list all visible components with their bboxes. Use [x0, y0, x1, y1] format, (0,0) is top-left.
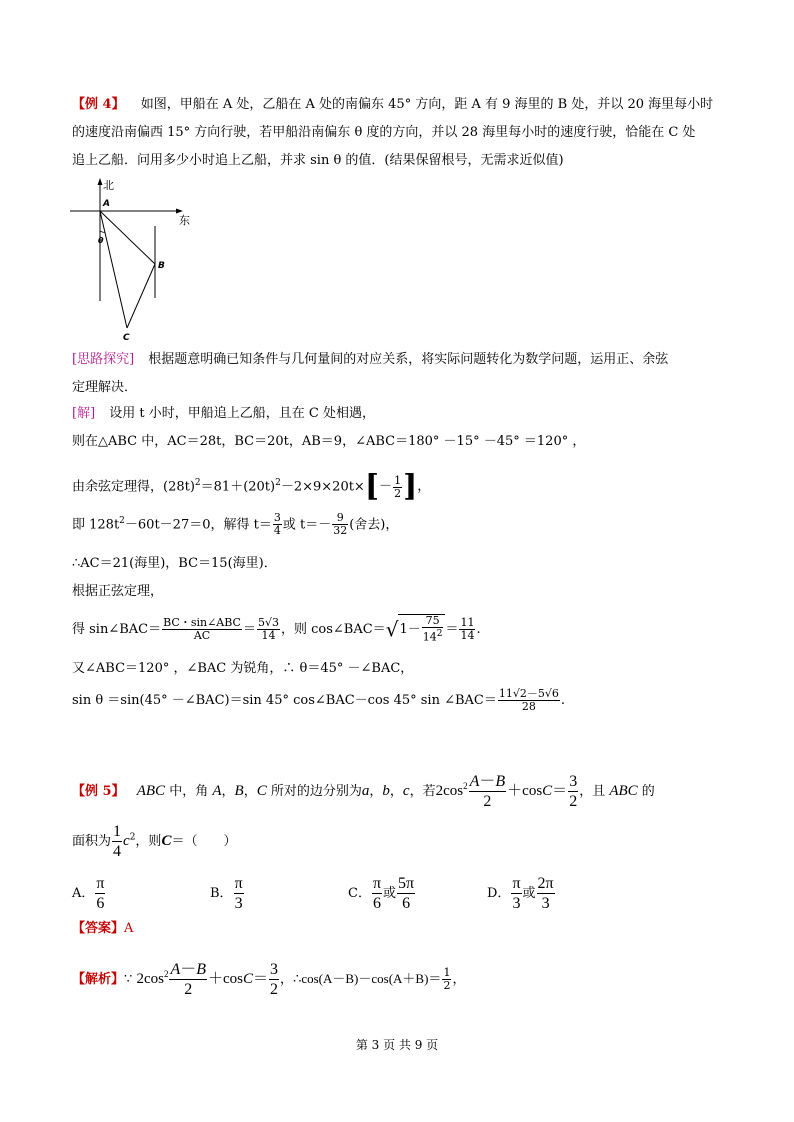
point-c-label: C	[123, 333, 130, 343]
final-expr: sin θ ＝sin(45° －∠BAC)＝sin 45° cos∠BAC－cos 45° sin ∠BAC＝	[72, 693, 497, 708]
option-b[interactable]	[210, 874, 245, 913]
ex5-comma-1: ，	[221, 784, 235, 799]
ex5-text-6: ，则	[135, 834, 162, 849]
ex4-line-1	[72, 96, 713, 114]
idea-line-2: 定理解决．	[72, 380, 138, 395]
ex5-area-text: 面积为	[72, 834, 112, 849]
sine-law-part-3: ，则 cos∠BAC＝	[280, 621, 386, 637]
north-label: 北	[103, 179, 114, 192]
segment-bc	[127, 264, 155, 328]
frac-half: $\frac{1}{2}$	[394, 473, 402, 500]
cos-law-part-1: 由余弦定理得，(28t)	[72, 479, 195, 495]
quad-eq-part-1: 即 128t	[72, 517, 120, 533]
option-a-value: $\frac{\pi}{6}$	[96, 875, 105, 912]
analysis-comma: ，	[280, 972, 294, 987]
analysis-frac-1-2: $\frac{1}{2}$	[443, 966, 451, 992]
quad-eq-part-2: －60t－27＝0，解得 t＝	[124, 517, 272, 533]
option-a[interactable]	[72, 874, 106, 913]
ex4-line-3: 追上乙船．问用多少小时追上乙船，并求 sin θ 的值．(结果保留根号，无需求近似值)	[72, 153, 564, 168]
answer-value: A	[124, 921, 134, 936]
quad-eq-part-3: 或 t＝－	[282, 517, 332, 533]
sol-line-1	[72, 405, 375, 423]
segment-ac	[100, 211, 127, 328]
sine-law-part-2: ＝	[242, 621, 256, 637]
ex5-text-5: 的	[637, 784, 655, 799]
sol-line-5: ∴AC＝21(海里)，BC＝15(海里)．	[72, 556, 277, 571]
option-d-or: 或	[522, 886, 536, 901]
option-b-letter: B．	[210, 886, 233, 901]
sol-text: 设用 t 小时，甲船追上乙船，且在 C 处相遇，	[109, 406, 375, 421]
cos-law-part-2: ＝81＋(20t)	[200, 479, 276, 495]
ex5-text-1: 中，角	[165, 784, 213, 799]
answer-label: 【答案】	[72, 921, 125, 936]
frac-1-4: $\frac{1}{4}$	[113, 823, 122, 860]
option-c-letter: C．	[348, 886, 371, 901]
option-c-or: 或	[383, 886, 397, 901]
sol-line-4: 即 $128t^2-60t-27=0$，解得 t＝ $\frac{3}{4}$ 或 t＝－ $\frac{9}{32}$ (舍去)，	[72, 511, 399, 538]
ex5-comma-2: ，	[243, 784, 257, 799]
option-c[interactable]	[348, 874, 416, 913]
ex5-blank: ＝（ ）	[171, 834, 237, 849]
option-d-letter: D．	[487, 886, 511, 901]
sol-line-8: 又∠ABC＝120° ，∠BAC 为锐角，∴ θ＝45° －∠BAC，	[72, 661, 414, 676]
triangle-abc: ABC	[136, 783, 166, 799]
frac-final: $\frac{11√2-5√6}{28}$	[498, 687, 559, 713]
analysis-label: 【解析】	[72, 972, 125, 987]
point-a-label: A	[103, 199, 110, 209]
frac-9-32: $\frac{9}{32}$	[333, 511, 348, 538]
point-b-label: B	[158, 261, 165, 271]
frac-3-2: $\frac{3}{2}$	[569, 773, 578, 810]
answer-line	[72, 920, 133, 938]
idea-line-1	[72, 351, 668, 369]
cos-law-part-3: －2×9×20t×	[280, 479, 365, 495]
option-b-value: $\frac{\pi}{3}$	[234, 875, 243, 912]
ex4-text: 如图，甲船在 A 处，乙船在 A 处的南偏东 45° 方向，距 A 有 9 海里的 B 处，并以 20 海里每小时	[140, 97, 714, 112]
sol-label: [解]	[72, 406, 96, 421]
ex5-line-2: 面积为 $\frac{1}{4}$ $c^2$，则C＝（ ）	[72, 823, 237, 860]
sine-law-part-4: ＝	[445, 621, 459, 637]
option-d-value-1: $\frac{\pi}{3}$	[512, 875, 521, 912]
page-footer: 第 3 页 共 9 页	[355, 1038, 439, 1052]
frac-a-minus-b: $\frac{A-B}{2}$	[469, 773, 506, 810]
analysis-line: 【解析】∵ $2\cos^2$ $\frac{A-B}{2}$ ＋cosC＝ $\frac{3}{2}$ ，∴cos(A－B)－cos(A＋B)＝ $\frac{1}{2}$ ，	[72, 961, 466, 998]
east-arrow-icon	[176, 209, 183, 214]
option-a-letter: A．	[72, 886, 95, 901]
sine-law-part-1: 得 sin∠BAC＝	[72, 621, 162, 637]
ex4-label: 【例 4】	[72, 97, 125, 112]
frac-11-14: $\frac{11}{14}$	[460, 615, 475, 642]
idea-label: [思路探究]	[72, 352, 135, 367]
ex5-text-2: 所对的边分别为	[266, 784, 362, 799]
frac-75-14sq: $\frac{75}{14^2}$	[422, 614, 443, 644]
sol-line-6: 根据正弦定理，	[72, 584, 164, 599]
quad-eq-part-4: (舍去)，	[349, 517, 399, 533]
analysis-frac-a-minus-b: $\frac{A-B}{2}$	[170, 961, 207, 998]
frac-3-4: $\frac{3}{4}$	[273, 511, 281, 538]
ex4-line-2: 的速度沿南偏西 15° 方向行驶，若甲船沿南偏东 θ 度的方向，并以 28 海里每小时的速度行驶，恰能在 C 处	[72, 125, 696, 140]
sol-line-3: 由余弦定理得，$(28t)^2=81+(20t)^2-2\times 9\times 20t\times[-$ $\frac{1}{2}$ ]，	[72, 469, 431, 504]
frac-sine-law: $\frac{\text{BC・sin∠ABC}}{AC}$	[163, 615, 241, 642]
option-d-value-2: $\frac{2\pi}{3}$	[537, 875, 554, 912]
option-c-value-1: $\frac{\pi}{6}$	[372, 875, 382, 912]
frac-5sqrt3-14: $\frac{5√3}{14}$	[257, 615, 279, 642]
analysis-expr: ∴cos(A－B)－cos(A＋B)＝	[293, 971, 442, 986]
theta-label: θ	[98, 236, 104, 245]
sol-line-9: sin θ ＝sin(45° －∠BAC)＝sin 45° cos∠BAC－cos 45° sin ∠BAC＝ $\frac{11√2-5√6}{28}$ .	[72, 687, 566, 713]
analysis-frac-3-2: $\frac{3}{2}$	[270, 961, 279, 998]
because-symbol: ∵	[124, 972, 133, 987]
sol-line-7: 得 sin∠BAC＝ $\frac{\text{BC・sin∠ABC}}{AC}$ ＝ $\frac{5√3}{14}$ ，则 cos∠BAC＝√1－ $\frac{75}{14^2}$ ＝ $\frac{11}{14}$ .	[72, 614, 481, 644]
triangle-abc-2: ABC	[609, 783, 638, 799]
sol-line-2: 则在△ABC 中，AC＝28t，BC＝20t，AB＝9，∠ABC＝180° －15° －45° ＝120° ，	[72, 434, 586, 449]
segment-ab	[100, 211, 155, 264]
ex5-line-1: 【例 5】 ABC 中，角 A，B，C 所对的边分别为a，b，c，若$2\cos^2$ $\frac{A-B}{2}$ ＋cosC＝ $\frac{3}{2}$ ，且 ABC 的	[72, 773, 655, 810]
option-c-value-2: $\frac{5\pi}{6}$	[398, 875, 415, 912]
ex5-label: 【例 5】	[72, 784, 125, 799]
ex5-text-4: ，且	[579, 784, 610, 799]
option-d[interactable]	[487, 874, 556, 913]
sqrt-expr: 1－ $\frac{75}{14^2}$	[398, 614, 445, 644]
east-label: 东	[179, 214, 190, 227]
north-arrow-icon	[98, 178, 103, 185]
ship-diagram	[70, 176, 200, 344]
ex5-text-3: ，若	[409, 784, 436, 799]
idea-text: 根据题意明确已知条件与几何量间的对应关系，将实际问题转化为数学问题，运用正、余弦	[148, 352, 669, 367]
